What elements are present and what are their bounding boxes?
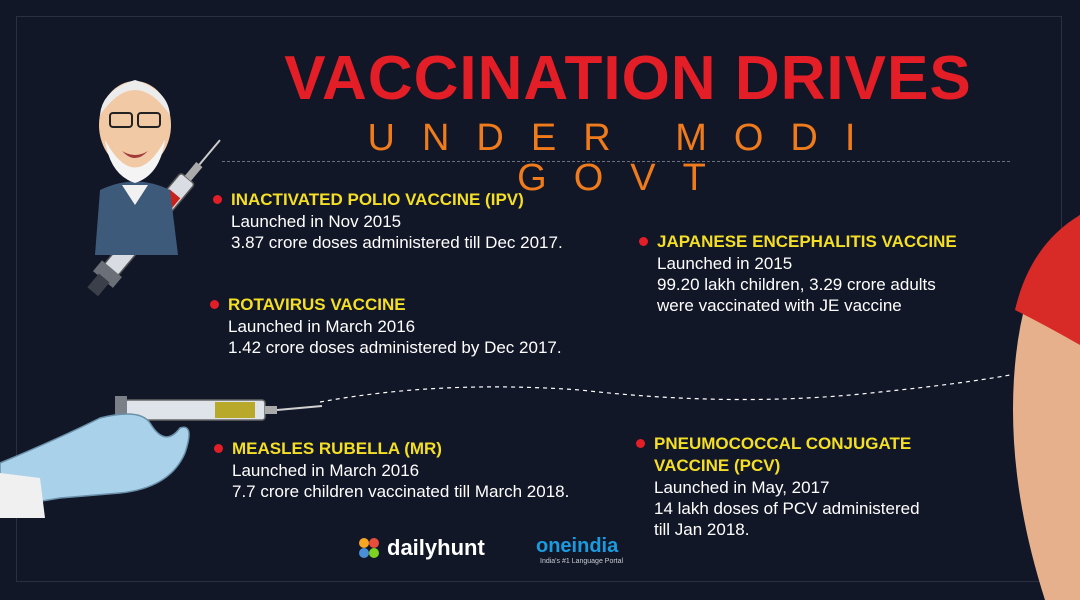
bullet-icon bbox=[210, 300, 219, 309]
vaccine-name: MEASLES RUBELLA (MR) bbox=[232, 439, 442, 458]
dailyhunt-mark-icon bbox=[357, 536, 381, 560]
vaccine-name: ROTAVIRUS VACCINE bbox=[228, 295, 406, 314]
vaccine-detail: 7.7 crore children vaccinated till March 2018. bbox=[232, 482, 570, 501]
vaccine-name: INACTIVATED POLIO VACCINE (IPV) bbox=[231, 190, 524, 209]
bullet-icon bbox=[636, 439, 645, 448]
divider bbox=[222, 161, 1010, 162]
bullet-icon bbox=[213, 195, 222, 204]
oneindia-wordmark: oneindia bbox=[536, 535, 619, 557]
vaccine-detail: Launched in March 2016 bbox=[228, 317, 416, 336]
bullet-icon bbox=[639, 237, 648, 246]
vaccine-name: JAPANESE ENCEPHALITIS VACCINE bbox=[657, 232, 957, 251]
dailyhunt-logo bbox=[357, 535, 485, 561]
vaccine-detail: 99.20 lakh children, 3.29 crore adults bbox=[657, 275, 936, 294]
vaccine-name-continued: VACCINE (PCV) bbox=[654, 456, 781, 475]
vaccine-detail: Launched in 2015 bbox=[657, 254, 793, 273]
dashed-trail bbox=[320, 360, 1020, 430]
vaccine-detail: were vaccinated with JE vaccine bbox=[657, 296, 902, 315]
vaccine-detail: 3.87 crore doses administered till Dec 2017. bbox=[231, 233, 563, 252]
vaccine-item-mr bbox=[232, 438, 569, 502]
page-title: VACCINATION DRIVES bbox=[284, 44, 972, 113]
vaccine-detail: 1.42 crore doses administered by Dec 2017. bbox=[228, 338, 562, 357]
vaccine-detail: Launched in Nov 2015 bbox=[231, 212, 402, 231]
vaccine-detail: 14 lakh doses of PCV administered bbox=[654, 499, 920, 518]
bullet-icon bbox=[214, 444, 223, 453]
page-subtitle: UNDER MODI GOVT bbox=[367, 117, 883, 199]
vaccine-detail: till Jan 2018. bbox=[654, 520, 750, 539]
oneindia-logo bbox=[536, 535, 623, 565]
vaccine-item-rotavirus bbox=[228, 294, 562, 358]
vaccine-item-je bbox=[657, 231, 957, 316]
vaccine-name: PNEUMOCOCCAL CONJUGATE bbox=[654, 434, 912, 453]
vaccine-item-pcv bbox=[654, 433, 920, 540]
vaccine-detail: Launched in March 2016 bbox=[232, 461, 420, 480]
leader-caricature-illustration bbox=[60, 55, 250, 305]
oneindia-tagline: India's #1 Language Portal bbox=[540, 558, 624, 565]
dailyhunt-wordmark: dailyhunt bbox=[387, 535, 485, 560]
vaccine-item-ipv bbox=[231, 189, 563, 253]
vaccine-detail: Launched in May, 2017 bbox=[654, 478, 830, 497]
